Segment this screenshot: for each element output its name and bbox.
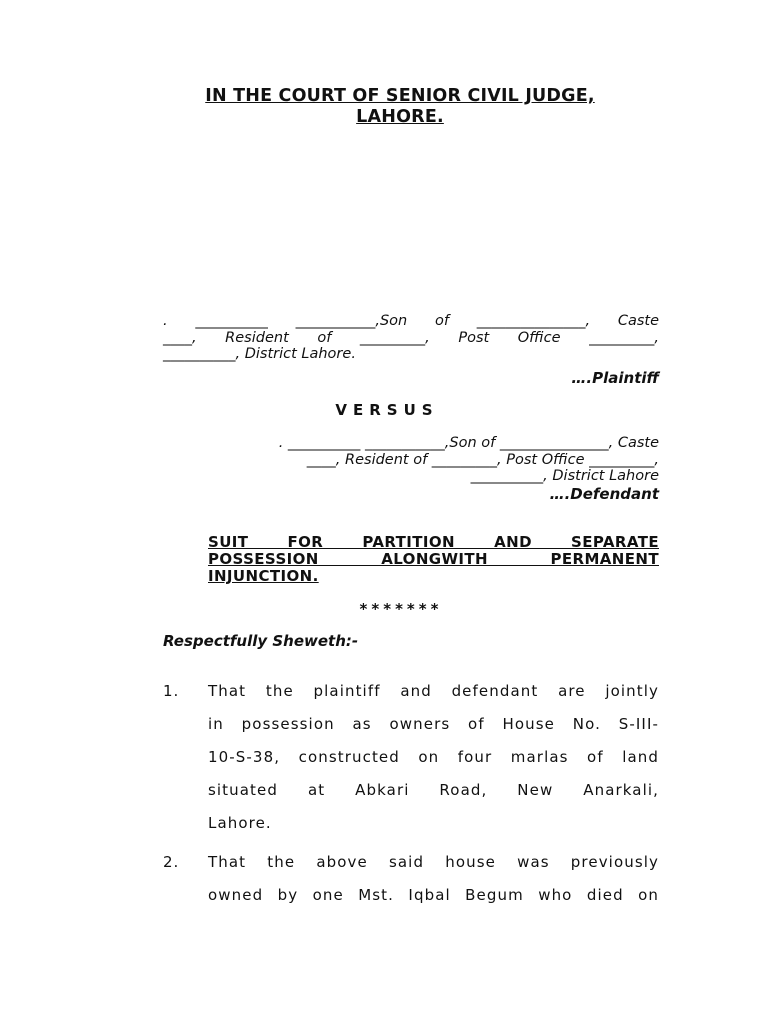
court-heading-line1: IN THE COURT OF SENIOR CIVIL JUDGE, [205,86,595,106]
paragraph-2-line: owned by one Mst. Iqbal Begum who died on [208,886,659,904]
suit-title [208,534,659,585]
court-heading-line2: LAHORE. [356,107,444,127]
defendant-role: ….Defendant [549,485,659,503]
plaintiff-line2: ____, Resident of _________, Post Office _________, [163,329,659,346]
paragraph-1-number: 1. [163,682,180,700]
plaintiff-line1: . __________ ___________,Son of _______________, Caste [163,313,659,329]
paragraph-2-number: 2. [163,853,180,871]
paragraph-1-line: 10-S-38, constructed on four marlas of land [208,748,659,766]
paragraph-2-line: That the above said house was previously [208,853,659,871]
plaintiff-line3: __________, District Lahore. [163,346,356,362]
suit-title-line1: SUIT FOR PARTITION AND SEPARATE [208,533,659,551]
separator-stars: ******* [359,600,443,618]
versus-heading: VERSUS [335,401,439,419]
paragraph-2 [208,846,659,912]
plaintiff-role: ….Plaintiff [571,369,659,387]
paragraph-1-line: in possession as owners of House No. S-III- [208,715,659,733]
defendant-details [200,435,659,485]
suit-title-line2: POSSESSION ALONGWITH PERMANENT [208,550,659,568]
court-heading [120,86,680,128]
defendant-line1: . __________ ___________,Son of _______________, Caste [278,435,659,451]
paragraph-1-line: That the plaintiff and defendant are jointly [208,682,659,700]
plaintiff-details [163,313,659,363]
paragraph-1-line: situated at Abkari Road, New Anarkali, [208,781,659,799]
suit-title-line3: INJUNCTION. [208,567,319,585]
paragraph-1 [208,675,659,840]
paragraph-1-line: Lahore. [208,814,272,832]
defendant-line3: __________, District Lahore [470,468,659,484]
defendant-line2: ____, Resident of _________, Post Office _________, [306,451,659,468]
salutation: Respectfully Sheweth:- [163,632,359,650]
